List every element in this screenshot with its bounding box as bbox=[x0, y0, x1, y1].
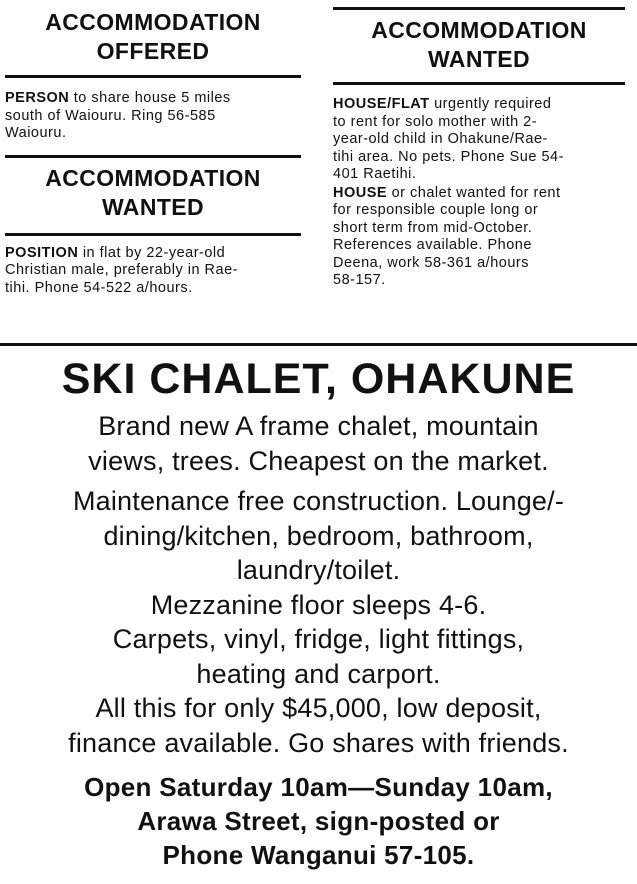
section-rule bbox=[333, 7, 625, 10]
ad-lead: HOUSE/FLAT bbox=[333, 96, 430, 112]
main-ad-body bbox=[0, 409, 637, 760]
body-line: heating and carport. bbox=[196, 658, 441, 689]
heading-rule bbox=[5, 75, 301, 78]
body-line: laundry/toilet. bbox=[236, 555, 401, 585]
body-line: Maintenance free construction. Lounge/- bbox=[72, 486, 565, 516]
accommodation-wanted-heading-right: ACCOMMODATION WANTED bbox=[371, 17, 587, 72]
main-ad-closing bbox=[0, 770, 637, 872]
body-line: Brand new A frame chalet, mountain bbox=[98, 411, 539, 441]
classified-ad-house-chalet: HOUSE or chalet wanted for rent for responsible couple long or short term from mid-October. References available. Phone Deena, work 58-361 a/hours 58-157. bbox=[333, 184, 561, 288]
accommodation-wanted-heading-left: ACCOMMODATION WANTED bbox=[45, 164, 261, 220]
body-line: All this for only $45,000, low deposit, bbox=[95, 693, 542, 723]
main-ad-title: SKI CHALET, OHAKUNE bbox=[61, 355, 576, 403]
ad-lead: POSITION bbox=[5, 244, 79, 261]
classified-ad-house-flat: HOUSE/FLAT urgently required to rent for solo mother with 2- year-old child in Ohakune/Rae- tihi area. No pets. Phone Sue 54- 401 Raetihi. bbox=[333, 96, 564, 182]
closing-line: Arawa Street, sign-posted or bbox=[137, 806, 500, 836]
accommodation-offered-heading: ACCOMMODATION OFFERED bbox=[45, 9, 261, 64]
closing-line: Phone Wanganui 57-105. bbox=[162, 840, 475, 870]
body-line: dining/kitchen, bedroom, bathroom, bbox=[103, 520, 534, 551]
heading-rule bbox=[333, 82, 625, 85]
ad-lead: PERSON bbox=[5, 90, 70, 106]
classified-ad-person: PERSON to share house 5 miles south of Waiouru. Ring 56-585 Waiouru. bbox=[5, 90, 231, 141]
body-line: Mezzanine floor sleeps 4-6. bbox=[150, 589, 487, 620]
body-line: finance available. Go shares with friends. bbox=[68, 727, 569, 758]
body-line: Carpets, vinyl, fridge, light fittings, bbox=[112, 624, 525, 654]
right-column bbox=[333, 0, 625, 290]
heading-rule bbox=[5, 233, 301, 236]
full-width-divider bbox=[0, 343, 637, 346]
closing-line: Open Saturday 10am—Sunday 10am, bbox=[84, 772, 553, 802]
section-rule bbox=[5, 155, 301, 158]
body-line: views, trees. Cheapest on the market. bbox=[88, 445, 549, 476]
ad-lead: HOUSE bbox=[333, 184, 388, 201]
left-column bbox=[5, 0, 301, 297]
classified-ad-position: POSITION in flat by 22-year-old Christian male, preferably in Rae- tihi. Phone 54-522 a/hours. bbox=[5, 244, 238, 296]
